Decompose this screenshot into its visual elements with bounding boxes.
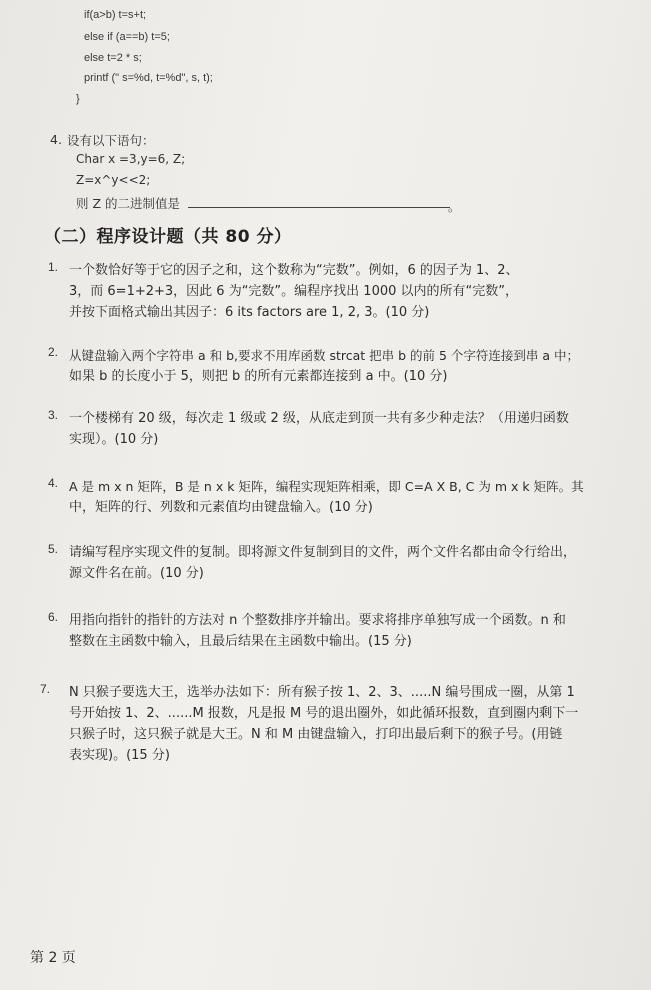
code-line: } [76,93,80,105]
problem-number: 7. [40,682,51,696]
q4-question-line: 则 Z 的二进制值是 [76,196,181,211]
problem-text-line: 只猴子时，这只猴子就是大王。N 和 M 由键盘输入，打印出最后剩下的猴子号。(用链 [69,727,563,742]
problem-text-line: N 只猴子要选大王，选举办法如下：所有猴子按 1、2、3、.....N 编号围成一圈，从第 1 [69,685,575,700]
code-line: else t=2 * s; [84,52,142,64]
q4-end-mark: 。 [448,199,461,214]
q4-code-line: Char x =3,y=6, Z; [76,152,186,166]
problem-text-line: 中，矩阵的行、列数和元素值均由键盘输入。(10 分) [69,500,373,515]
problem-text-line: 号开始按 1、2、......M 报数，凡是报 M 号的退出圈外，如此循环报数，直到圈内剩下一 [69,706,579,721]
code-line: printf (" s=%d, t=%d", s, t); [84,72,213,84]
problem-text-line: 一个数恰好等于它的因子之和，这个数称为“完数”。例如，6 的因子为 1、2、 [69,263,519,278]
problem-number: 6. [48,610,59,624]
problem-text-line: 实现）。(10 分) [69,432,159,447]
problem-text-line: 一个楼梯有 20 级，每次走 1 级或 2 级，从底走到顶一共有多少种走法？（用递归函数 [69,411,569,426]
q4-number: 4. [50,132,62,147]
q4-code-line: Z=x^y<<2; [76,173,151,187]
answer-blank [188,207,450,208]
problem-number: 4. [48,476,59,490]
problem-text-line: 源文件名在前。(10 分) [69,566,204,581]
problem-text-line: 从键盘输入两个字符串 a 和 b,要求不用库函数 strcat 把串 b 的前 5 个字符连接到串 a 中； [69,348,580,363]
problem-number: 2. [48,345,59,359]
page-number: 第 2 页 [30,950,76,966]
problem-number: 1. [48,260,59,274]
problem-text-line: 如果 b 的长度小于 5，则把 b 的所有元素都连接到 a 中。(10 分) [69,369,448,384]
problem-text-line: A 是 m x n 矩阵，B 是 n x k 矩阵，编程实现矩阵相乘，即 C=A X B, C 为 m x k 矩阵。其 [69,479,584,494]
problem-text-line: 整数在主函数中输入，且最后结果在主函数中输出。(15 分) [69,634,412,649]
problem-text-line: 3，而 6=1+2+3，因此 6 为“完数”。编程序找出 1000 以内的所有“完数”， [69,284,518,299]
section-title: （二）程序设计题（共 80 分） [44,227,292,247]
code-line: if(a>b) t=s+t; [84,9,147,21]
problem-text-line: 并按下面格式输出其因子：6 its factors are 1, 2, 3。(10 分) [69,305,430,320]
problem-text-line: 表实现)。(15 分) [69,748,170,763]
problem-number: 3. [48,408,59,422]
problem-number: 5. [48,542,59,556]
code-line: else if (a==b) t=5; [84,31,170,43]
problem-text-line: 请编写程序实现文件的复制。即将源文件复制到目的文件，两个文件名都由命令行给出， [69,545,577,560]
q4-prompt: 设有以下语句： [67,133,155,148]
problem-text-line: 用指向指针的指针的方法对 n 个整数排序并输出。要求将排序单独写成一个函数。n 和 [69,613,566,628]
